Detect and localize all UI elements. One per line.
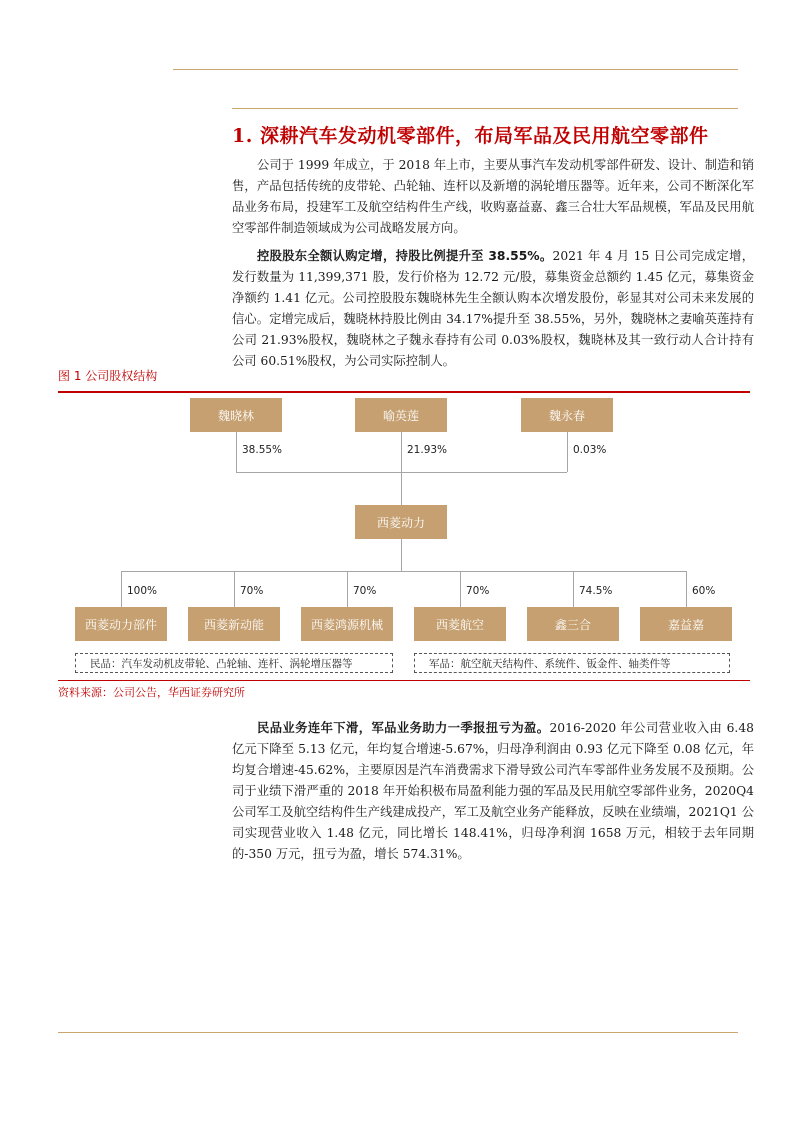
figure-top-rule (58, 391, 750, 393)
header-rule-top (173, 69, 738, 70)
figure-bottom-rule (58, 680, 750, 681)
connector-line (401, 432, 402, 505)
paragraph-intro: 公司于 1999 年成立，于 2018 年上市，主要从事汽车发动机零部件研发、设计、制造和销售，产品包括传统的皮带轮、凸轮轴、连杆以及新增的涡轮增压器等。近年来，公司不断深化军品业务布局，投建军工及航空结构件生产线，收购嘉益嘉、鑫三合壮大军品规模，军品及民用航空零部件制造领域成为公司战略发展方向。 (232, 158, 754, 235)
shareholding-pct: 0.03% (573, 444, 607, 456)
connector-line (573, 571, 574, 607)
paragraph-shareholding-body: 2021 年 4 月 15 日公司完成定增，发行数量为 11,399,371 股，发行价格为 12.72 元/股，募集资金总额约 1.45 亿元，募集资金净额约 1.41 亿元。公司控股股东魏晓林先生全额认购本次增发股份，彰显其对公司未来发展的信心。定增完成后，魏晓林持股比例由 34.17%提升至 38.55%，另外，魏晓林之妻喻英莲持有公司 21.93%股权，魏晓林之子魏永春持有公司 0.03%股权，魏晓林及其一致行动人合计持有公司 60.51%股权，为公司实际控制人。 (232, 249, 755, 368)
connector-line (121, 571, 122, 607)
header-rule-bottom (232, 108, 738, 109)
subsidiary-box: 鑫三合 (527, 607, 619, 641)
shareholder-box: 喻英莲 (355, 398, 447, 432)
figure-source: 资料来源：公司公告，华西证券研究所 (58, 686, 245, 699)
legend-civil: 民品：汽车发动机皮带轮、凸轮轴、连杆、涡轮增压器等 (75, 653, 393, 673)
legend-military: 军品：航空航天结构件、系统件、钣金件、轴类件等 (414, 653, 730, 673)
shareholder-box: 魏晓林 (190, 398, 282, 432)
footer-rule (58, 1032, 738, 1033)
paragraph-shareholding-lead: 控股股东全额认购定增，持股比例提升至 38.55%。 (257, 249, 553, 263)
subsidiary-box: 西菱动力部件 (75, 607, 167, 641)
connector-line (236, 432, 237, 472)
subsidiary-pct: 74.5% (579, 585, 613, 597)
subsidiary-box: 西菱新动能 (188, 607, 280, 641)
connector-line (234, 571, 235, 607)
subsidiary-pct: 70% (466, 585, 490, 597)
connector-line (121, 571, 686, 572)
subsidiary-box: 嘉益嘉 (640, 607, 732, 641)
subsidiary-pct: 100% (127, 585, 158, 597)
paragraph-shareholding (232, 246, 754, 372)
connector-line (236, 472, 567, 473)
shareholding-pct: 38.55% (242, 444, 283, 456)
connector-line (401, 539, 402, 571)
subsidiary-box: 西菱航空 (414, 607, 506, 641)
connector-line (686, 571, 687, 607)
subsidiary-pct: 70% (240, 585, 264, 597)
connector-line (567, 432, 568, 472)
connector-line (347, 571, 348, 607)
company-box: 西菱动力 (355, 505, 447, 539)
paragraph-performance (232, 718, 754, 865)
section-heading: 1. 深耕汽车发动机零部件，布局军品及民用航空零部件 (232, 125, 709, 147)
connector-line (460, 571, 461, 607)
shareholding-pct: 21.93% (407, 444, 448, 456)
subsidiary-box: 西菱鸿源机械 (301, 607, 393, 641)
shareholder-box: 魏永春 (521, 398, 613, 432)
subsidiary-pct: 70% (353, 585, 377, 597)
paragraph-performance-lead: 民品业务连年下滑，军品业务助力一季报扭亏为盈。 (257, 721, 550, 735)
paragraph-performance-body: 2016-2020 年公司营业收入由 6.48 亿元下降至 5.13 亿元，年均复合增速-5.67%，归母净利润由 0.93 亿元下降至 0.08 亿元，年均复合增速-45.62%，主要原因是汽车消费需求下滑导致公司汽车零部件业务发展不及预期。公司于业绩下滑严重的 2018 年开始积极布局盈利能力强的军品及民用航空零部件业务，2020Q4 公司军工及航空结构件生产线建成投产，军工及航空业务产能释放，反映在业绩端，2021Q1 公司实现营业收入 1.48 亿元，同比增长 148.41%，归母净利润 1658 万元，相较于去年同期的-350 万元，扭亏为盈，增长 574.31%。 (232, 721, 754, 861)
figure-title: 图 1 公司股权结构 (58, 369, 158, 383)
subsidiary-pct: 60% (692, 585, 716, 597)
